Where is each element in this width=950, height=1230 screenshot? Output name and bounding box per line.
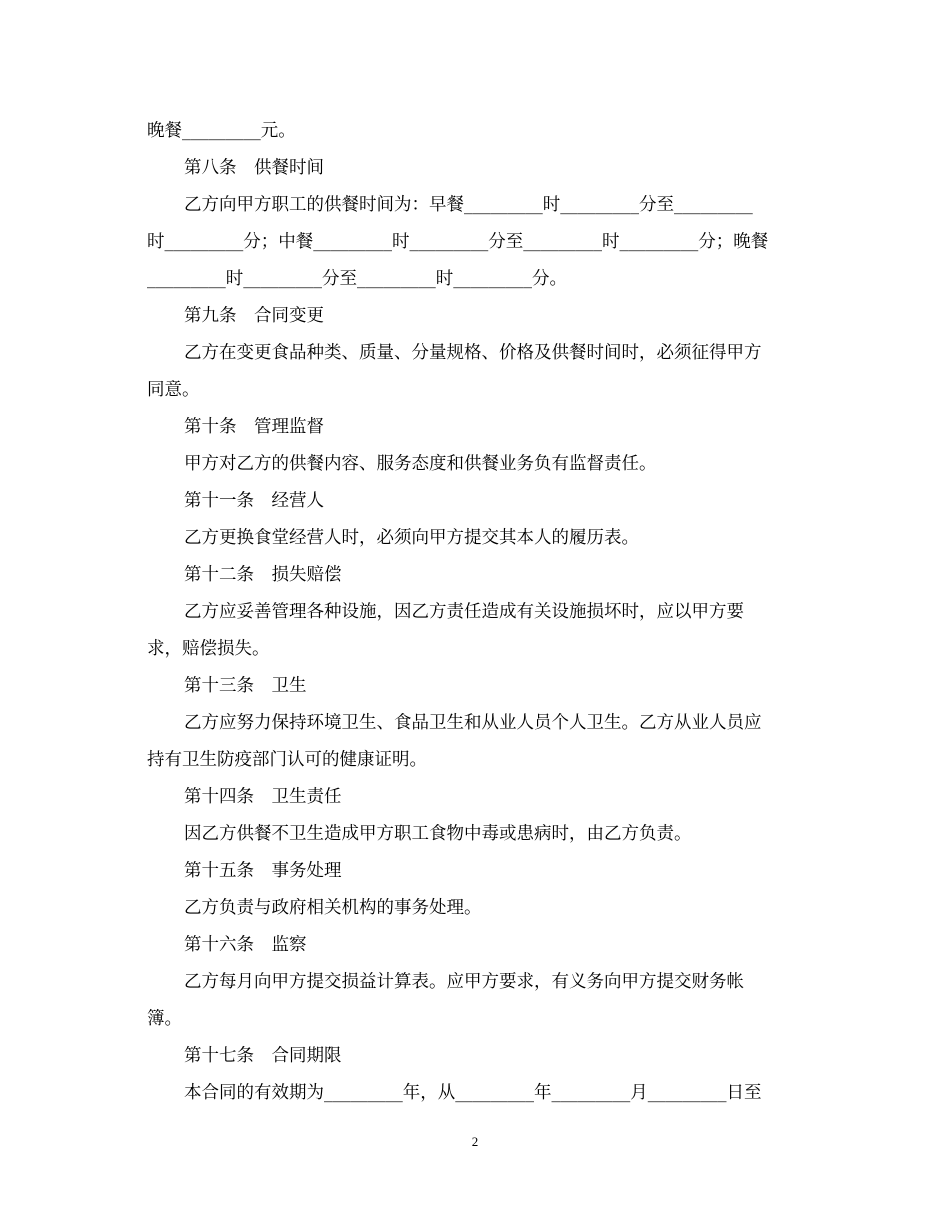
clause-16-text-line-2: 簿。 <box>147 1009 182 1029</box>
clause-11-text: 乙方更换食堂经营人时，必须向甲方提交其本人的履历表。 <box>184 528 639 548</box>
clause-17-text-line-1: 本合同的有效期为_________年，从_________年_________月_________日至 <box>184 1083 762 1103</box>
clause-16-text-line-1: 乙方每月向甲方提交损益计算表。应甲方要求，有义务向甲方提交财务帐 <box>184 972 744 992</box>
clause-9-text-line-1: 乙方在变更食品种类、质量、分量规格、价格及供餐时间时，必须征得甲方 <box>184 343 762 363</box>
clause-13-heading: 第十三条 卫生 <box>184 676 307 696</box>
clause-12-heading: 第十二条 损失赔偿 <box>184 565 342 585</box>
clause-13-text-line-2: 持有卫生防疫部门认可的健康证明。 <box>147 750 427 770</box>
clause-8-text-line-1: 乙方向甲方职工的供餐时间为：早餐_________时_________分至_________ <box>184 195 753 215</box>
clause-14-text: 因乙方供餐不卫生造成甲方职工食物中毒或患病时，由乙方负责。 <box>184 824 692 844</box>
clause-15-text: 乙方负责与政府相关机构的事务处理。 <box>184 898 482 918</box>
page-number: 2 <box>471 1134 479 1149</box>
clause-14-heading: 第十四条 卫生责任 <box>184 787 342 807</box>
clause-8-text-line-2: 时_________分；中餐_________时_________分至_________时_________分；晚餐 <box>147 232 769 252</box>
clause-8-text-line-3: _________时_________分至_________时_________分。 <box>147 269 567 289</box>
clause-12-text-line-1: 乙方应妥善管理各种设施，因乙方责任造成有关设施损坏时，应以甲方要 <box>184 602 744 622</box>
clause-15-heading: 第十五条 事务处理 <box>184 861 342 881</box>
clause-7-dinner-price-line: 晚餐_________元。 <box>147 121 296 141</box>
clause-17-heading: 第十七条 合同期限 <box>184 1046 342 1066</box>
clause-8-heading: 第八条 供餐时间 <box>184 158 324 178</box>
clause-10-text: 甲方对乙方的供餐内容、服务态度和供餐业务负有监督责任。 <box>184 454 657 474</box>
clause-10-heading: 第十条 管理监督 <box>184 417 324 437</box>
clause-16-heading: 第十六条 监察 <box>184 935 307 955</box>
clause-13-text-line-1: 乙方应努力保持环境卫生、食品卫生和从业人员个人卫生。乙方从业人员应 <box>184 713 762 733</box>
clause-11-heading: 第十一条 经营人 <box>184 491 324 511</box>
clause-12-text-line-2: 求，赔偿损失。 <box>147 639 270 659</box>
clause-9-heading: 第九条 合同变更 <box>184 306 324 326</box>
clause-9-text-line-2: 同意。 <box>147 380 200 400</box>
